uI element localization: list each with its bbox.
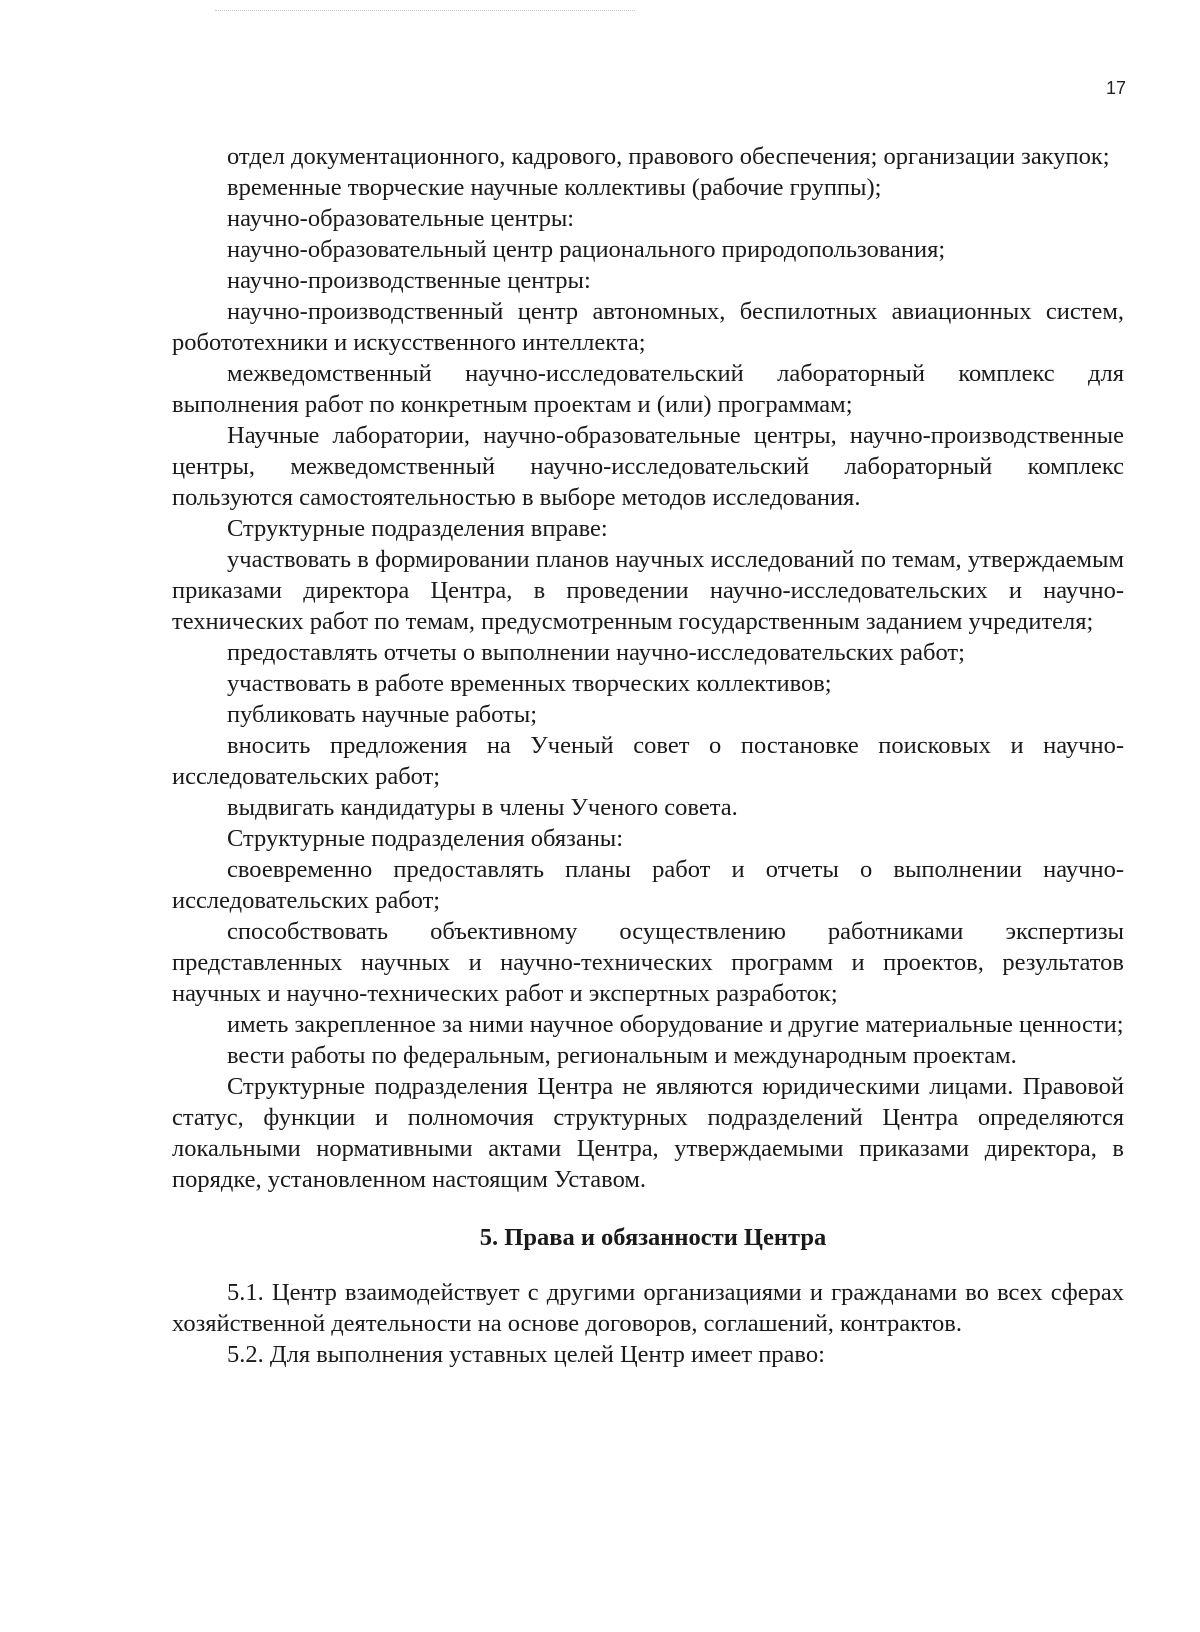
section-paragraph: 5.2. Для выполнения уставных целей Центр имеет право: xyxy=(227,1341,825,1368)
paragraph: публиковать научные работы; xyxy=(227,701,538,728)
scan-artifact xyxy=(215,10,635,13)
paragraph: способствовать объективному осуществлению работниками экспертизы представленных научных и научно-технических программ и проектов, результатов научных и научно-технических работ и экспертных разработок; xyxy=(172,918,1124,1007)
section-heading: 5. Права и обязанности Центра xyxy=(479,1224,827,1251)
paragraph: участвовать в формировании планов научных исследований по темам, утверждаемым приказами директора Центра, в проведении научно-исследовательских и научно-технических работ по темам, предусмотренным государственным заданием учредителя; xyxy=(172,546,1124,635)
paragraph: иметь закрепленное за ними научное оборудование и другие материальные ценности; xyxy=(227,1011,1124,1038)
paragraph: межведомственный научно-исследовательский лабораторный комплекс для выполнения работ по конкретным проектам и (или) программам; xyxy=(172,360,1124,418)
paragraph: отдел документационного, кадрового, правового обеспечения; организации закупок; xyxy=(227,143,1110,170)
paragraph: вносить предложения на Ученый совет о постановке поисковых и научно-исследовательских работ; xyxy=(172,732,1124,790)
paragraph: научно-образовательные центры: xyxy=(227,205,575,232)
section-paragraph: 5.1. Центр взаимодействует с другими организациями и гражданами во всех сферах хозяйственной деятельности на основе договоров, соглашений, контрактов. xyxy=(172,1279,1124,1337)
paragraph: предоставлять отчеты о выполнении научно-исследовательских работ; xyxy=(227,639,965,666)
paragraph: Структурные подразделения Центра не являются юридическими лицами. Правовой статус, функции и полномочия структурных подразделений Центра определяются локальными нормативными актами Центра, утверждаемыми приказами директора, в порядке, установленном настоящим Уставом. xyxy=(172,1073,1124,1193)
document-body xyxy=(172,141,1124,1370)
paragraph: Структурные подразделения вправе: xyxy=(227,515,608,542)
paragraph: научно-образовательный центр рационального природопользования; xyxy=(227,236,946,263)
paragraph: Структурные подразделения обязаны: xyxy=(227,825,624,852)
paragraph: своевременно предоставлять планы работ и отчеты о выполнении научно-исследовательских работ; xyxy=(172,856,1124,914)
paragraph: вести работы по федеральным, региональным и международным проектам. xyxy=(227,1042,1017,1069)
paragraph: научно-производственные центры: xyxy=(227,267,591,294)
paragraph: научно-производственный центр автономных, беспилотных авиационных систем, робототехники и искусственного интеллекта; xyxy=(172,298,1124,356)
paragraph: участвовать в работе временных творческих коллективов; xyxy=(227,670,832,697)
paragraph: Научные лаборатории, научно-образовательные центры, научно-производственные центры, межведомственный научно-исследовательский лабораторный комплекс пользуются самостоятельностью в выборе методов исследования. xyxy=(172,422,1124,511)
paragraph: выдвигать кандидатуры в члены Ученого совета. xyxy=(227,794,738,821)
paragraph: временные творческие научные коллективы (рабочие группы); xyxy=(227,174,882,201)
page-number: 17 xyxy=(1105,78,1126,98)
